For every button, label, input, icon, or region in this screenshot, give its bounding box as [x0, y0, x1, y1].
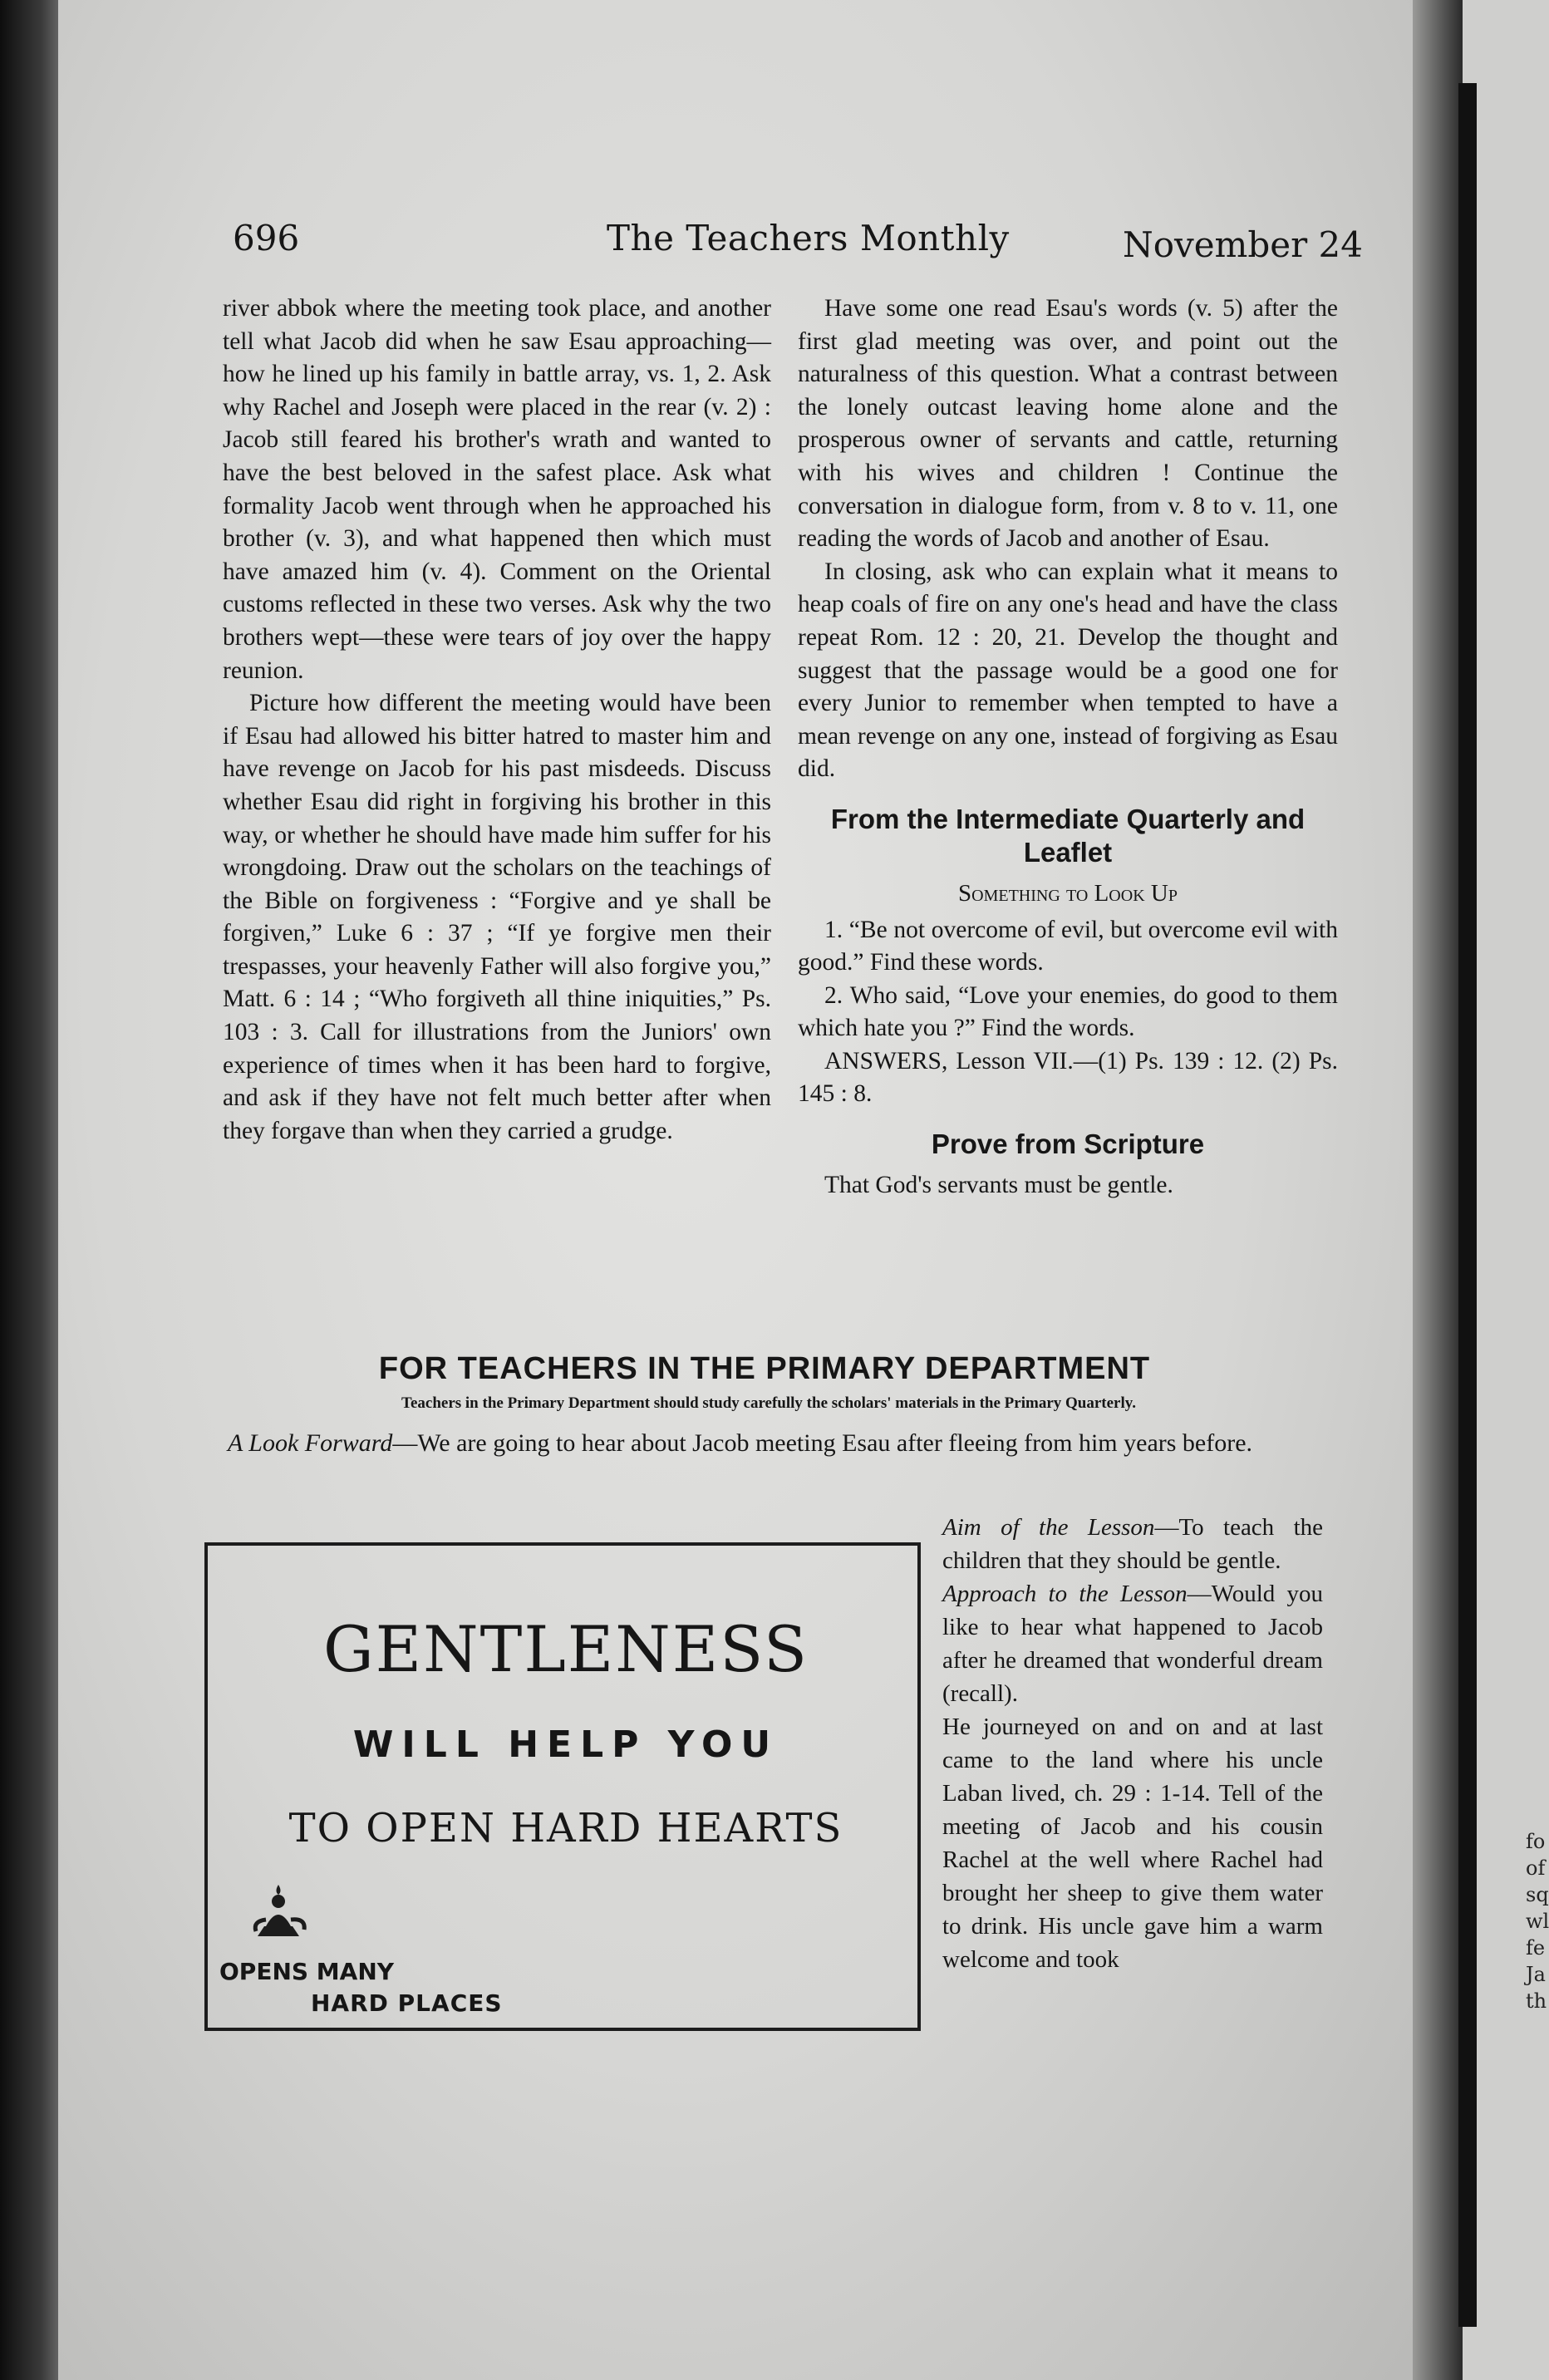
- paragraph: In closing, ask who can explain what it means to heap coals of fire on any one's head and have the class repeat Rom. 12 : 20, 21. Develop the thought and suggest that the passage would be a good one for every Junior to remember when tempted to have a mean revenge on any one, instead of forgiving as Esau did.: [798, 558, 1338, 783]
- look-forward-text: —We are going to hear about Jacob meeting Esau after fleeing from him years before.: [392, 1429, 1253, 1457]
- paragraph: Have some one read Esau's words (v. 5) after the first glad meeting was over, and point out the naturalness of this question. What a contrast between the lonely outcast leaving home alone and the prosperous owner of servants and cattle, returning with his wives and children ! Continue the conversation in dialogue form, from v. 8 to v. 11, one reading the words of Jacob and another of Esau.: [798, 295, 1338, 553]
- section-heading-intermediate: From the Intermediate Quarterly and Leaflet: [830, 803, 1306, 868]
- next-page-fragment: sq: [1526, 1883, 1549, 1906]
- gentleness-poster: [204, 1542, 921, 2031]
- prove-text: That God's servants must be gentle.: [824, 1172, 1173, 1199]
- aim-paragraph: [942, 1511, 1323, 1577]
- look-forward-paragraph: [201, 1428, 1323, 1459]
- look-forward-lead: A Look Forward: [228, 1429, 393, 1457]
- next-page-fragment: fe: [1526, 1936, 1546, 1960]
- next-page-fragment: wl: [1526, 1910, 1549, 1933]
- book-gutter: [1413, 0, 1463, 2380]
- left-column: [223, 293, 771, 1148]
- poster-line-open-hearts: TO OPEN HARD HEARTS: [288, 1805, 843, 1851]
- question-1: 1. “Be not overcome of evil, but overcome evil with good.” Find these words.: [798, 916, 1338, 976]
- issue-date: November 24: [1122, 224, 1363, 265]
- poster-line-gentleness: GENTLENESS: [322, 1612, 809, 1686]
- poster-line-opens-many: OPENS MANY: [219, 1958, 395, 1985]
- paragraph: river abbok where the meeting took place, and another tell what Jacob did when he saw Esau approaching—how he lined up his family in battle array, vs. 1, 2. Ask why Rachel and Joseph were placed in the rear (v. 2) : Jacob still feared his brother's wrath and wanted to have the best beloved in the safest place. Ask what formality Jacob went through when he approached his brother (v. 3), and what happened then which must have amazed him (v. 4). Comment on the Oriental customs reflected in these two verses. Ask why the two brothers wept—these were tears of joy over the happy reunion.: [223, 295, 771, 684]
- aim-lead: Aim of the Lesson: [942, 1514, 1155, 1541]
- answers: ANSWERS, Lesson VII.—(1) Ps. 139 : 12. (2) Ps. 145 : 8.: [798, 1047, 1338, 1108]
- next-page-fragment: fo: [1526, 1830, 1546, 1853]
- right-column: [798, 293, 1338, 1202]
- journey-paragraph: He journeyed on and on and at last came to the land where his uncle Laban lived, ch. 29 : 1-14. Tell of the meeting of Jacob and his cousin Rachel at the well where Rachel had brought her sheep to give them water to drink. His uncle gave him a warm welcome and took: [942, 1714, 1323, 1973]
- oil-lamp-icon: [241, 1878, 316, 1953]
- page-number: 696: [233, 218, 300, 258]
- next-page-fragments: [1526, 1828, 1549, 2014]
- subheading-look-up: Something to Look Up: [958, 879, 1178, 907]
- primary-lesson-column: [942, 1511, 1323, 1976]
- aim-text: —To teach the children that they should be gentle.: [942, 1514, 1323, 1574]
- approach-text: —Would you like to hear what happened to Jacob after he dreamed that wonderful dream (recall).: [942, 1581, 1324, 1707]
- approach-paragraph: [942, 1577, 1323, 1710]
- poster-line-hard-places: HARD PLACES: [311, 1989, 503, 2017]
- primary-department-note: Teachers in the Primary Department should study carefully the scholars' materials in the Primary Quarterly.: [401, 1394, 1136, 1412]
- next-page-fragment: Ja: [1526, 1963, 1546, 1986]
- section-heading-prove: Prove from Scripture: [931, 1129, 1205, 1160]
- poster-line-will-help: WILL HELP YOU: [352, 1724, 779, 1766]
- question-2: 2. Who said, “Love your enemies, do good to them which hate you ?” Find the words.: [798, 981, 1338, 1042]
- running-header: [233, 218, 1363, 268]
- next-page-fragment: th: [1526, 1989, 1547, 2013]
- next-page-shadow: [1458, 83, 1477, 2327]
- next-page-fragment: of: [1526, 1856, 1546, 1880]
- approach-lead: Approach to the Lesson: [942, 1581, 1188, 1607]
- paragraph: Picture how different the meeting would have been if Esau had allowed his bitter hatred to master him and have revenge on Jacob for his past misdeeds. Discuss whether Esau did right in forgiving his brother in this way, or whether he should have made him suffer for his wrongdoing. Draw out the scholars on the teachings of the Bible on forgiveness : “Forgive and ye shall be forgiven,” Luke 6 : 37 ; “If ye forgive men their trespasses, your heavenly Father will also forgive you,” Matt. 6 : 14 ; “Who forgiveth all thine iniquities,” Ps. 103 : 3. Call for illustrations from the Juniors' own experience of times when it has been hard to forgive, and ask if they have not felt much better after when they forgave than when they carried a grudge.: [223, 690, 771, 1144]
- primary-department-heading: FOR TEACHERS IN THE PRIMARY DEPARTMENT: [378, 1351, 1151, 1386]
- publication-title: The Teachers Monthly: [607, 218, 1010, 258]
